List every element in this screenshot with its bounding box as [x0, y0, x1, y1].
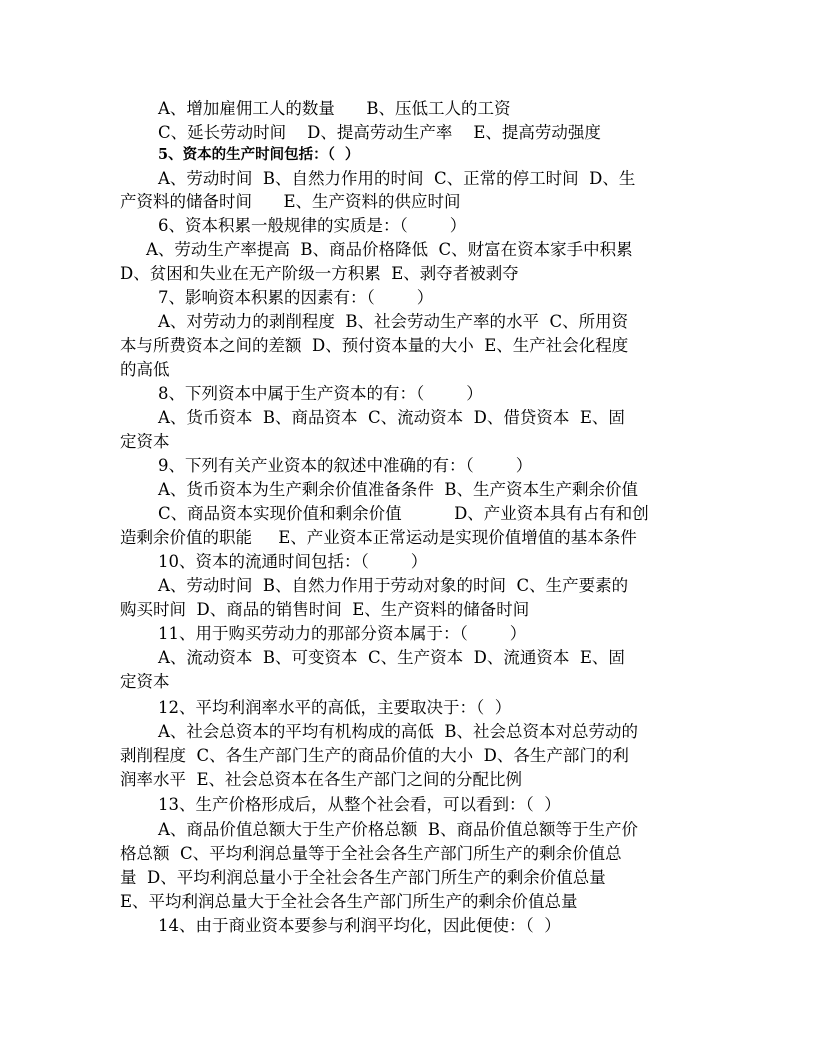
text-line: A、社会总资本的平均有机构成的高低 B、社会总资本对总劳动的 — [158, 722, 639, 741]
text-line: 产资料的储备时间 E、生产资料的供应时间 — [120, 192, 461, 211]
question-heading: 6、资本积累一般规律的实质是：（ ） — [158, 216, 467, 235]
text-line: E、平均利润总量大于全社会各生产部门所生产的剩余价值总量 — [120, 892, 578, 911]
text-line: A、劳动时间 B、自然力作用的时间 C、正常的停工时间 D、生 — [158, 169, 636, 188]
question-heading: 9、下列有关产业资本的叙述中准确的有：（ ） — [158, 456, 533, 475]
question-heading: 12、平均利润率水平的高低，主要取决于：（ ） — [158, 698, 512, 717]
text-line: C、延长劳动时间 D、提高劳动生产率 E、提高劳动强度 — [158, 123, 601, 142]
text-line: A、对劳动力的剥削程度 B、社会劳动生产率的水平 C、所用资 — [158, 312, 629, 331]
text-line: 购买时间 D、商品的销售时间 E、生产资料的储备时间 — [120, 600, 530, 619]
text-line: 润率水平 E、社会总资本在各生产部门之间的分配比例 — [120, 770, 523, 789]
question-heading: 8、下列资本中属于生产资本的有：（ ） — [158, 384, 483, 403]
text-line: 本与所费资本之间的差额 D、预付资本量的大小 E、生产社会化程度 — [120, 336, 629, 355]
question-heading: 7、影响资本积累的因素有：（ ） — [158, 288, 434, 307]
text-line: D、贫困和失业在无产阶级一方积累 E、剥夺者被剥夺 — [120, 264, 519, 283]
text-line: A、货币资本 B、商品资本 C、流动资本 D、借贷资本 E、固 — [158, 408, 625, 427]
question-heading: 11、用于购买劳动力的那部分资本属于：（ ） — [158, 624, 527, 643]
text-line: 量 D、平均利润总量小于全社会各生产部门所生产的剩余价值总量 — [120, 868, 606, 887]
text-line: 格总额 C、平均利润总量等于全社会各生产部门所生产的剩余价值总 — [120, 844, 622, 863]
question-heading: 5、资本的生产时间包括：（ ） — [158, 146, 360, 163]
text-line: A、货币资本为生产剩余价值准备条件 B、生产资本生产剩余价值 — [158, 480, 639, 499]
text-line: C、商品资本实现价值和剩余价值 D、产业资本具有占有和创 — [158, 504, 649, 523]
text-line: A、流动资本 B、可变资本 C、生产资本 D、流通资本 E、固 — [158, 648, 625, 667]
question-heading: 14、由于商业资本要参与利润平均化，因此便使：（ ） — [158, 916, 561, 935]
text-line: 定资本 — [120, 672, 170, 691]
text-line: A、劳动时间 B、自然力作用于劳动对象的时间 C、生产要素的 — [158, 576, 629, 595]
text-line: A、劳动生产率提高 B、商品价格降低 C、财富在资本家手中积累 — [146, 240, 633, 259]
text-line: A、增加雇佣工人的数量 B、压低工人的工资 — [158, 99, 511, 118]
text-line: 定资本 — [120, 432, 170, 451]
text-line: 剥削程度 C、各生产部门生产的商品价值的大小 D、各生产部门的利 — [120, 746, 629, 765]
question-heading: 10、资本的流通时间包括：（ ） — [158, 552, 428, 571]
text-line: 造剩余价值的职能 E、产业资本正常运动是实现价值增值的基本条件 — [120, 528, 637, 547]
question-heading: 13、生产价格形成后，从整个社会看，可以看到：（ ） — [158, 795, 561, 814]
text-line: A、商品价值总额大于生产价格总额 B、商品价值总额等于生产价 — [158, 820, 639, 839]
text-line: 的高低 — [120, 360, 170, 379]
